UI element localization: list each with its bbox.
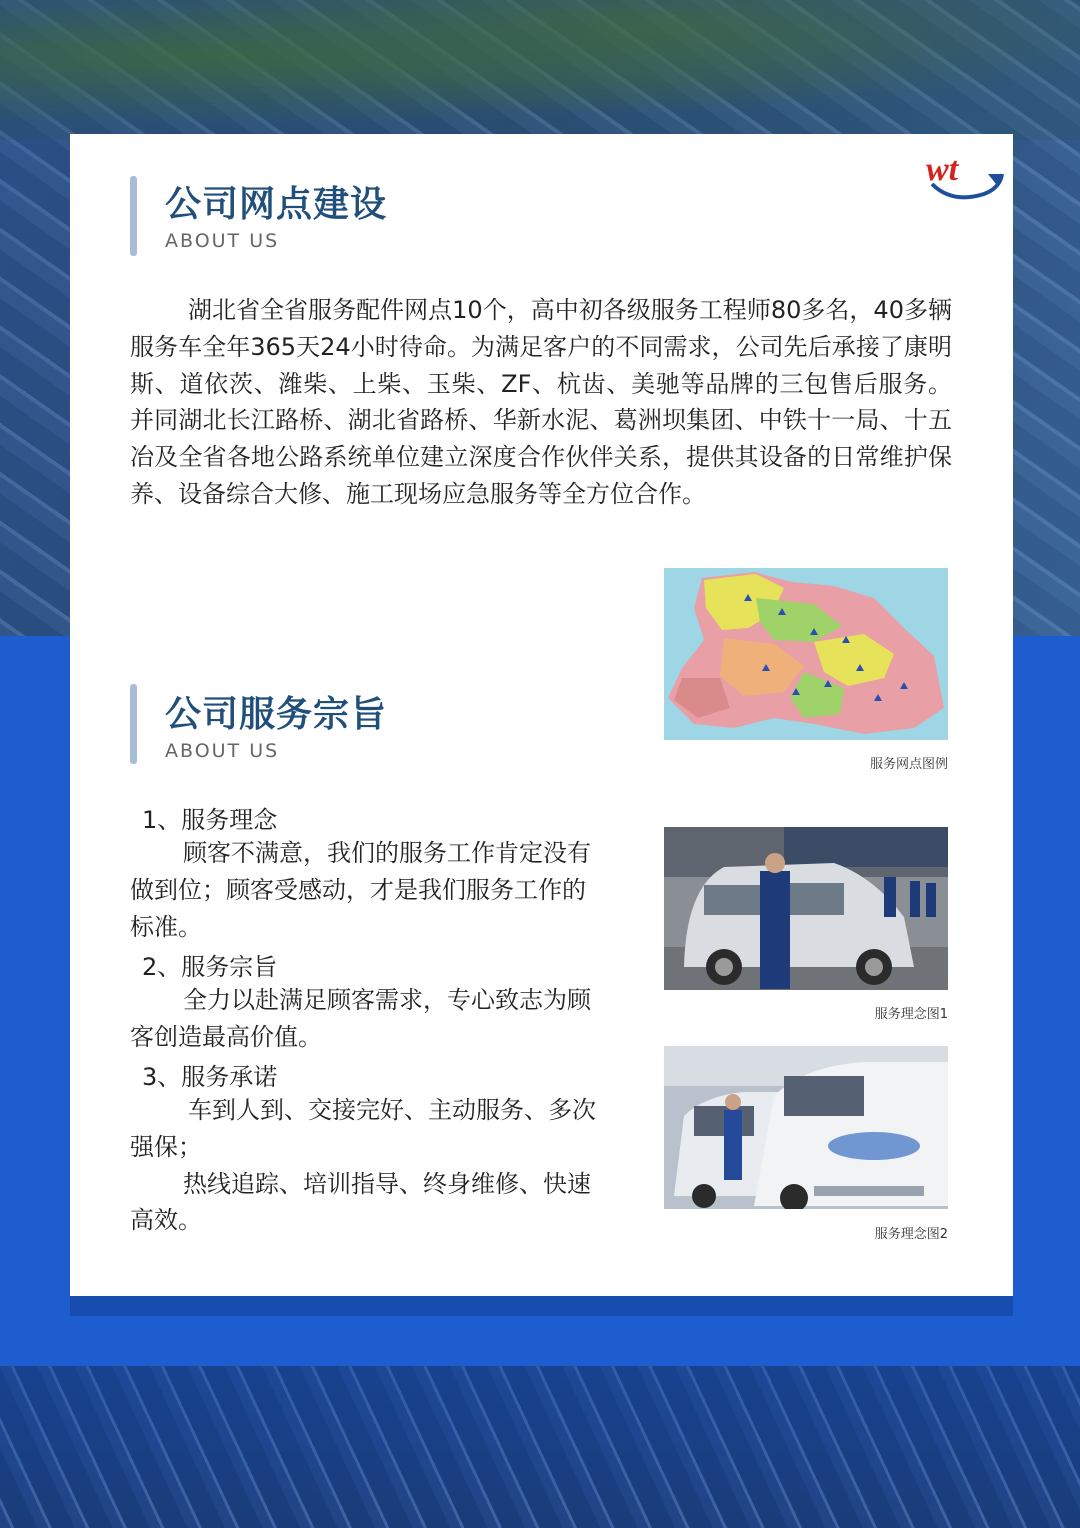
body-line: 强保； bbox=[130, 1132, 202, 1161]
background-trees bbox=[0, 0, 1080, 140]
background-building-photo bbox=[0, 1366, 1080, 1528]
body-line: 热线追踪、培训指导、终身维修、快速 bbox=[183, 1169, 591, 1198]
service-item-heading: 2、服务宗旨 bbox=[142, 953, 278, 981]
body-line: 全力以赴满足顾客需求，专心致志为顾 bbox=[183, 986, 591, 1014]
company-logo bbox=[922, 144, 1006, 206]
service-item-body bbox=[130, 1092, 630, 1239]
card-shadow bbox=[70, 1296, 1013, 1316]
service-photo-2 bbox=[664, 1046, 948, 1209]
map-caption: 服务网点图例 bbox=[869, 757, 948, 772]
body-line: 顾客不满意，我们的服务工作肯定没有 bbox=[183, 839, 591, 867]
service-item-body bbox=[130, 982, 630, 1056]
body-line: 做到位；顾客受感动，才是我们服务工作的 bbox=[130, 875, 586, 904]
content-card bbox=[70, 134, 1013, 1296]
logo-text: wt bbox=[926, 151, 959, 188]
body-line: 标准。 bbox=[130, 912, 202, 941]
section2-title: 公司服务宗旨 bbox=[165, 694, 388, 735]
body-line: 客创造最高价值。 bbox=[130, 1022, 322, 1051]
service-item-body bbox=[130, 835, 630, 945]
service-photo-1 bbox=[664, 827, 948, 990]
section1-title: 公司网点建设 bbox=[165, 184, 388, 225]
service-item-heading: 1、服务理念 bbox=[142, 806, 278, 834]
section1-body: 湖北省全省服务配件网点10个，高中初各级服务工程师80多名，40多辆服务车全年365天24小时待命。为满足客户的不同需求，公司先后承接了康明斯、道依茨、潍柴、上柴、玉柴、ZF、杭齿、美驰等品牌的三包售后服务。并同湖北长江路桥、湖北省路桥、华新水泥、葛洲坝集团、中铁十一局、十五冶及全省各地公路系统单位建立深度合作伙伴关系，提供其设备的日常维护保养、设备综合大修、施工现场应急服务等全方位合作。 bbox=[130, 296, 952, 508]
service-network-map bbox=[664, 568, 948, 740]
section2-subtitle: ABOUT US bbox=[165, 740, 280, 762]
photo2-caption: 服务理念图2 bbox=[874, 1227, 948, 1242]
section2-accent-bar bbox=[130, 684, 137, 764]
body-line: 高效。 bbox=[130, 1206, 202, 1235]
section1-subtitle: ABOUT US bbox=[165, 230, 280, 252]
body-line: 车到人到、交接完好、主动服务、多次 bbox=[188, 1096, 596, 1124]
photo1-caption: 服务理念图1 bbox=[874, 1007, 948, 1022]
section1-accent-bar bbox=[130, 176, 137, 256]
service-item-heading: 3、服务承诺 bbox=[142, 1063, 278, 1091]
